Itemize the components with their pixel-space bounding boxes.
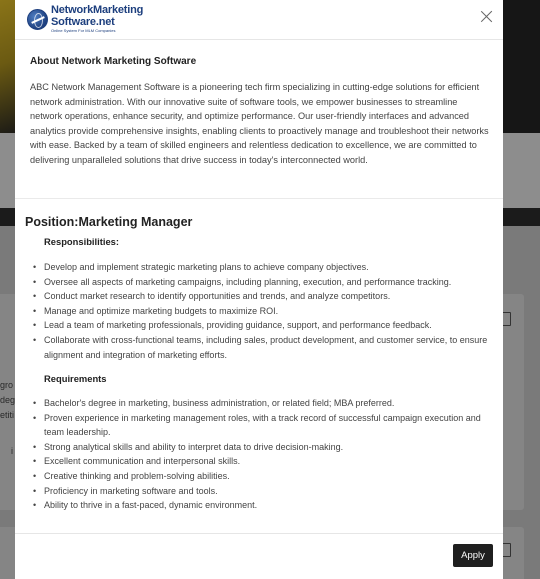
position-title: Position:Marketing Manager xyxy=(25,215,193,229)
about-text: ABC Network Management Software is a pioneering tech firm specializing in cutting-edge solutions for efficient network administration. With our innovative suite of software tools, we empower businesses to streamline network operations, enhance security, and optimize performance. Our user-friendly interfaces and advanced analytics provide comprehensive insights, enabling clients to proactively manage and troubleshoot their networks with ease. Backed by a team of skilled engineers and relentless dedication to excellence, we are committed to delivering unparalleled solutions that drive success in today's interconnected world. xyxy=(30,82,489,165)
modal-footer xyxy=(15,533,503,579)
modal-header xyxy=(15,0,503,40)
company-logo xyxy=(27,3,143,35)
list-item: • Manage and optimize marketing budgets to maximize ROI. xyxy=(44,304,494,319)
background-text: deg xyxy=(0,395,16,405)
list-item: • Collaborate with cross-functional teams, including sales, product development, and customer service, to ensure alignment and integration of marketing efforts. xyxy=(44,333,494,362)
logo-line2: Software.net xyxy=(51,16,115,28)
list-item: • Conduct market research to identify opportunities and trends, and analyze competitors. xyxy=(44,289,494,304)
list-item: • Strong analytical skills and ability to interpret data to drive decision-making. xyxy=(44,440,494,455)
about-title: About Network Marketing Software xyxy=(30,56,197,67)
list-item: • Proven experience in marketing management roles, with a track record of successful campaign execution and team leadership. xyxy=(44,411,494,440)
about-section xyxy=(30,56,490,168)
requirements-list xyxy=(44,396,494,513)
list-item: • Develop and implement strategic marketing plans to achieve company objectives. xyxy=(44,260,494,275)
requirements-heading: Requirements xyxy=(44,373,107,384)
logo-line1: NetworkMarketing xyxy=(51,4,144,16)
background-text: i xyxy=(11,446,13,456)
logo-text xyxy=(51,5,143,33)
apply-button[interactable]: Apply xyxy=(453,544,493,567)
logo-tagline: Online System For MLM Companies xyxy=(51,28,116,33)
globe-logo-icon xyxy=(27,9,48,30)
responsibilities-list xyxy=(44,260,494,362)
list-item: • Oversee all aspects of marketing campaigns, including planning, execution, and performance tracking. xyxy=(44,275,494,290)
background-text: etiti xyxy=(0,410,15,420)
list-item: • Proficiency in marketing software and tools. xyxy=(44,484,494,499)
list-item: • Excellent communication and interpersonal skills. xyxy=(44,454,494,469)
section-divider xyxy=(15,198,503,199)
background-text: gro xyxy=(0,380,14,390)
responsibilities-heading: Responsibilities: xyxy=(44,236,120,247)
close-icon[interactable] xyxy=(478,8,495,25)
list-item: • Ability to thrive in a fast-paced, dynamic environment. xyxy=(44,498,494,513)
list-item: • Bachelor's degree in marketing, business administration, or related field; MBA preferred. xyxy=(44,396,494,411)
job-details-modal xyxy=(15,0,503,579)
list-item: • Lead a team of marketing professionals, providing guidance, support, and performance feedback. xyxy=(44,318,494,333)
list-item: • Creative thinking and problem-solving abilities. xyxy=(44,469,494,484)
